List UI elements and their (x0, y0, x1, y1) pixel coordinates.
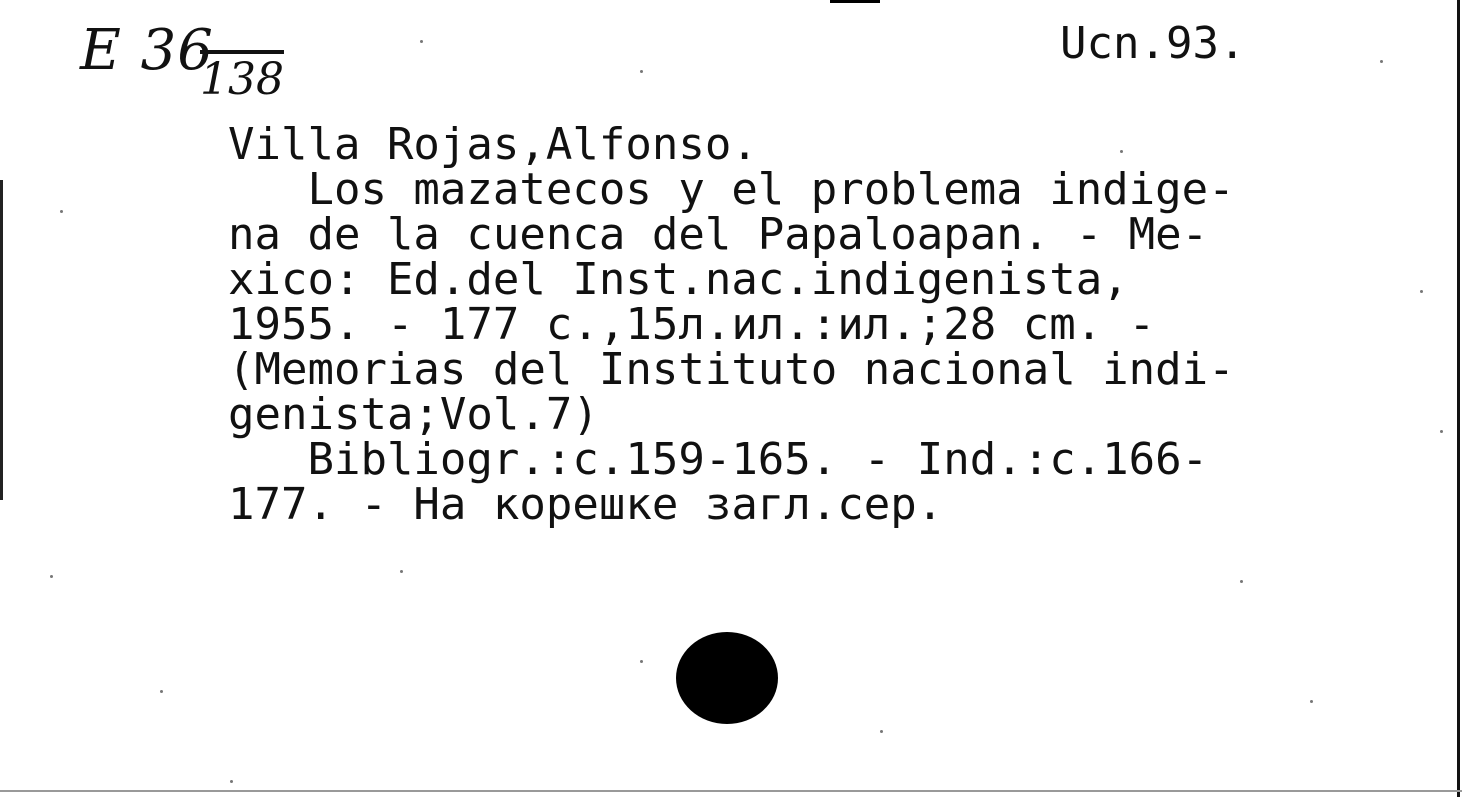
bibliographic-entry (228, 119, 1235, 530)
entry-line-notes: Bibliogr.:c.159-165. - Ind.:c.166- (228, 434, 1209, 485)
scan-speck (400, 570, 403, 573)
entry-line-publisher: xico: Ed.del Inst.nac.indigenista, (228, 254, 1129, 305)
entry-line-series: (Memorias del Instituto nacional indi- (228, 344, 1235, 395)
card-bottom-edge (0, 790, 1462, 792)
scan-speck (1420, 290, 1423, 293)
scan-speck (230, 780, 233, 783)
entry-line-collation: 1955. - 177 c.,15л.ил.:ил.;28 cm. - (228, 299, 1156, 350)
shelfmark (80, 18, 284, 105)
card-left-edge (0, 180, 3, 500)
shelfmark-main: E 36 (80, 18, 214, 83)
inventory-number: Ucn.93. (1060, 18, 1246, 69)
scan-speck (1440, 430, 1443, 433)
scan-speck (420, 40, 423, 43)
scan-speck (160, 690, 163, 693)
scan-speck (1120, 150, 1123, 153)
scan-speck (640, 70, 643, 73)
scan-speck (1310, 700, 1313, 703)
entry-line-series-cont: genista;Vol.7) (228, 389, 599, 440)
entry-line-title: Los mazatecos y el problema indige- (228, 164, 1235, 215)
card-right-edge (1457, 0, 1460, 797)
entry-line-author: Villa Rojas,Alfonso. (228, 119, 758, 170)
scan-speck (640, 660, 643, 663)
scan-speck (60, 210, 63, 213)
punch-hole (676, 632, 778, 724)
card-top-mark (830, 0, 880, 3)
entry-line-title-cont: na de la cuenca del Papaloapan. - Me- (228, 209, 1209, 260)
shelfmark-sub: 138 (200, 54, 284, 105)
scan-speck (1380, 60, 1383, 63)
scan-speck (50, 575, 53, 578)
entry-line-notes-cont: 177. - На корешке загл.сер. (228, 479, 944, 530)
scan-speck (1240, 580, 1243, 583)
scan-speck (880, 730, 883, 733)
